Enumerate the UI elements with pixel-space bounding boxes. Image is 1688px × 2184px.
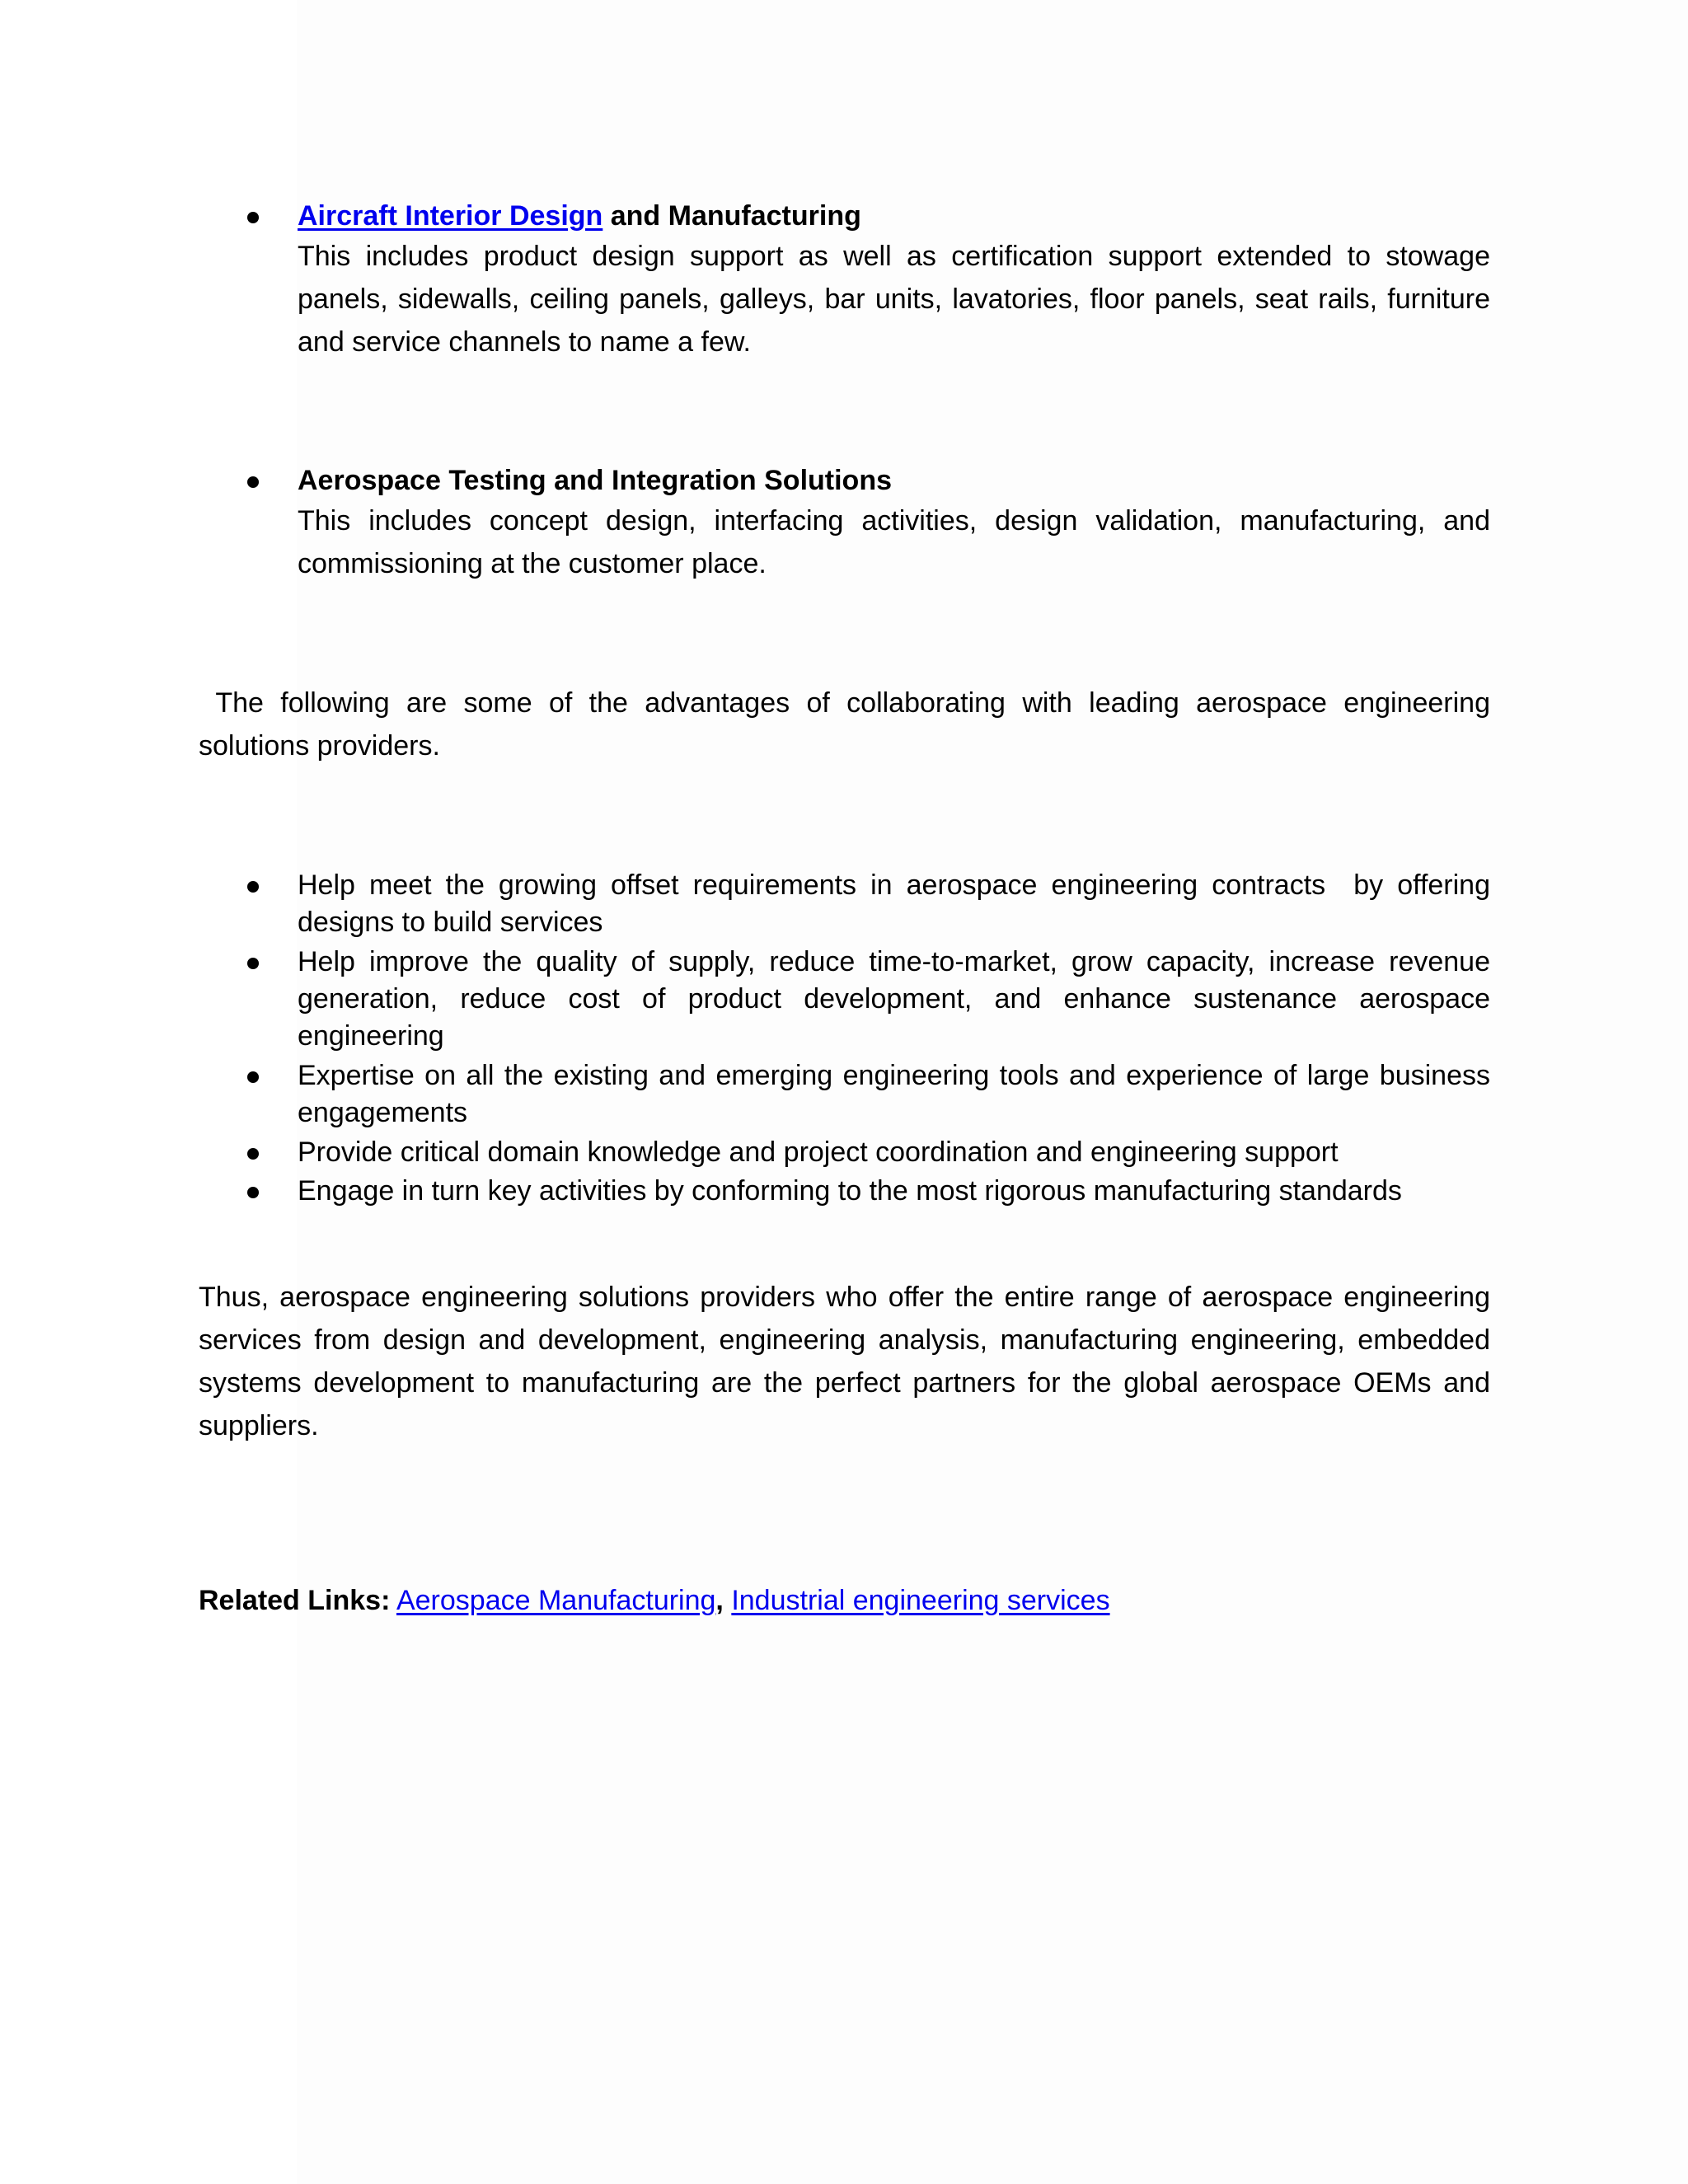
advantage-item: Expertise on all the existing and emerging engineering tools and experience of large business engagements [298, 1060, 1490, 1128]
related-links [199, 1582, 1110, 1619]
service-item-heading: Aerospace Testing and Integration Solutions [298, 465, 893, 496]
industrial-engineering-services-link[interactable]: Industrial engineering services [731, 1585, 1110, 1616]
conclusion-paragraph: Thus, aerospace engineering solutions providers who offer the entire range of aerospace engineering services from design and development, engineering analysis, manufacturing engineering, embedded systems development to manufacturing are the perfect partners for the global aerospace OEMs and suppliers. [199, 1282, 1490, 1441]
aerospace-manufacturing-link[interactable]: Aerospace Manufacturing [396, 1585, 716, 1616]
service-item-aircraft-interior [298, 198, 1490, 363]
service-item-testing-integration [298, 462, 1490, 585]
related-links-label: Related Links: [199, 1585, 391, 1616]
related-links-separator: , [715, 1585, 724, 1616]
bullet-icon [247, 958, 259, 969]
bullet-icon [247, 881, 259, 893]
aircraft-interior-design-link[interactable]: Aircraft Interior Design [298, 200, 603, 232]
bullet-icon [247, 1187, 259, 1198]
advantage-item: Help meet the growing offset requirements in aerospace engineering contracts by offering designs to build services [298, 869, 1498, 938]
advantage-item: Provide critical domain knowledge and project coordination and engineering support [298, 1137, 1339, 1168]
bullet-icon [247, 476, 259, 488]
advantage-item: Engage in turn key activities by conforming to the most rigorous manufacturing standards [298, 1175, 1402, 1207]
service-item-description: This includes concept design, interfacing activities, design validation, manufacturing, and commissioning at the customer place. [298, 505, 1490, 579]
service-item-heading [298, 198, 1490, 235]
bullet-icon [247, 212, 259, 223]
advantage-item: Help improve the quality of supply, reduce time-to-market, grow capacity, increase revenue generation, reduce cost of product development, and enhance sustenance aerospace engineering [298, 946, 1490, 1052]
advantages-intro: The following are some of the advantages of collaborating with leading aerospace engineering solutions providers. [199, 687, 1498, 762]
service-item-description: This includes product design support as well as certification support extended to stowage panels, sidewalls, ceiling panels, galleys, bar units, lavatories, floor panels, seat rails, furniture and service channels to name a few. [298, 241, 1490, 358]
bullet-icon [247, 1071, 259, 1083]
service-item-heading-rest: and Manufacturing [603, 200, 861, 232]
bullet-icon [247, 1148, 259, 1160]
